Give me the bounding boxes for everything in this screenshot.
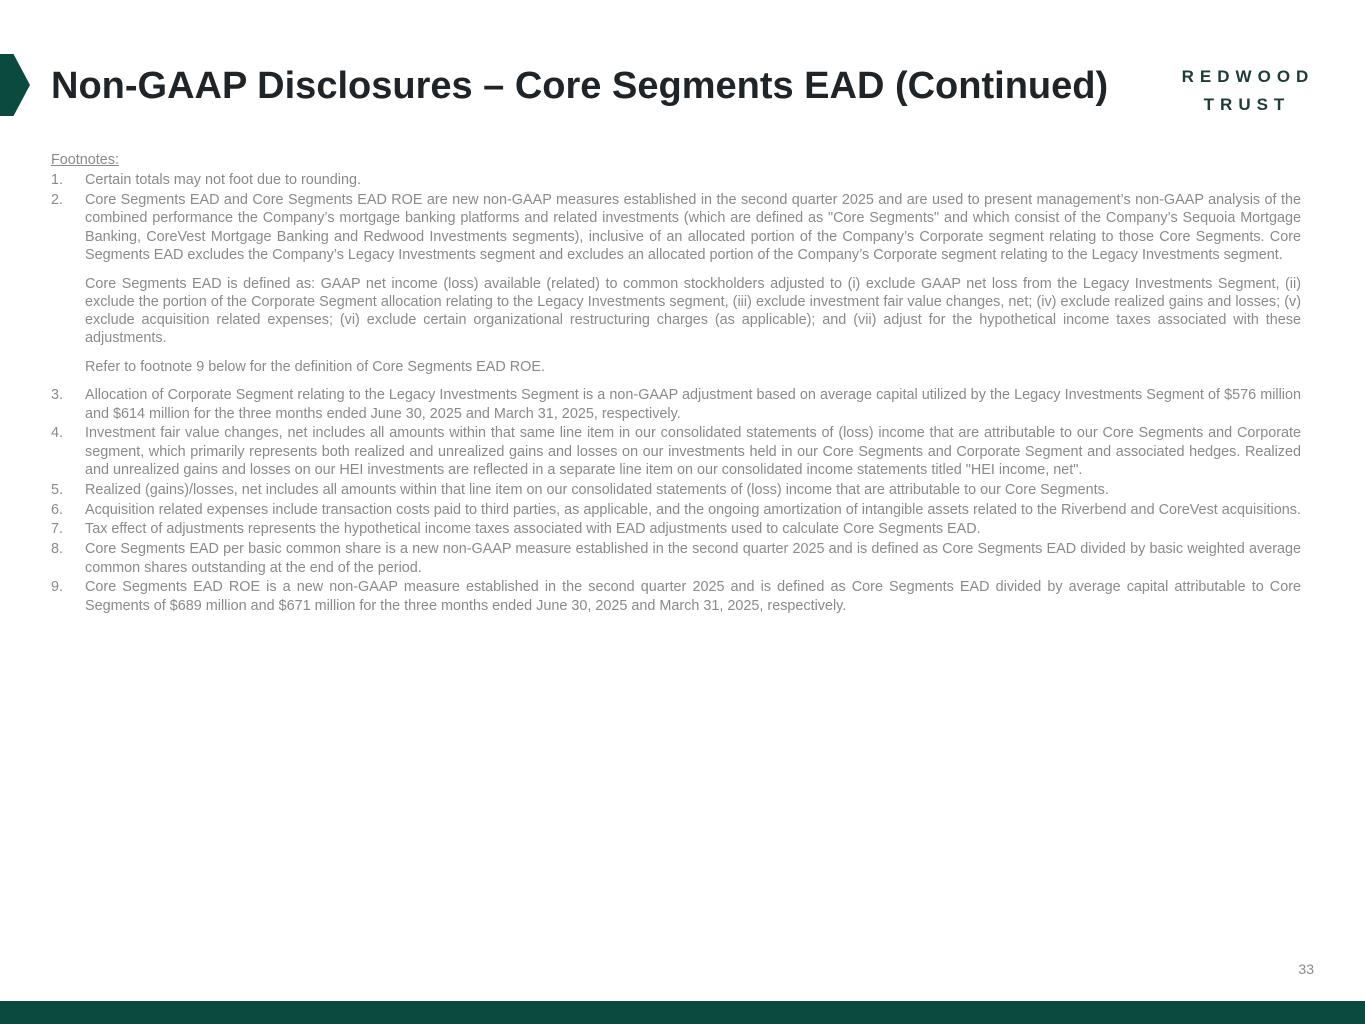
page-title: Non-GAAP Disclosures – Core Segments EAD (Continued) (51, 65, 1109, 107)
footnote-number: 3. (51, 387, 64, 404)
footnote-4 (51, 424, 1301, 479)
footnote-7 (51, 520, 1301, 538)
footnote-paragraph: Refer to footnote 9 below for the definition of Core Segments EAD ROE. (85, 359, 545, 376)
footnote-number: 7. (51, 521, 64, 538)
footnote-text (85, 578, 1301, 615)
logo-line-1: REDWOOD (1181, 67, 1315, 86)
footnote-3 (51, 386, 1301, 423)
footnote-number: 9. (51, 579, 64, 596)
footer-bar (0, 1001, 1365, 1024)
footnote-text (85, 171, 1301, 189)
footnote-6 (51, 501, 1301, 519)
footnotes-heading: Footnotes: (51, 152, 119, 168)
page-number: 33 (1298, 961, 1314, 977)
footnote-text (85, 481, 1301, 499)
footnote-paragraph: Core Segments EAD and Core Segments EAD ROE are new non-GAAP measures established in the second quarter 2025 and are used to present management’s non-GAAP analysis of the combined performance the Company’s mortgage banking platforms and related investments (which are defined as "Core Segments" and which consist of the Company’s Sequoia Mortgage Banking, CoreVest Mortgage Banking and Redwood Investments segments), inclusive of an allocated portion of the Company’s Corporate segment relating to those Core Segments. Core Segments EAD excludes the Company’s Legacy Investments segment and excludes an allocated portion of the Company’s Corporate segment relating to the Legacy Investments segment. (85, 192, 1301, 263)
footnote-paragraph: Allocation of Corporate Segment relating to the Legacy Investments Segment is a non-GAAP adjustment based on average capital utilized by the Legacy Investments Segment of $576 million and $614 million for the three months ended June 30, 2025 and March 31, 2025, respectively. (85, 387, 1301, 422)
footnote-paragraph: Acquisition related expenses include transaction costs paid to third parties, as applicable, and the ongoing amortization of intangible assets related to the Riverbend and CoreVest acquisitions. (85, 501, 1301, 518)
footnote-number: 6. (51, 501, 64, 518)
footnote-paragraph: Core Segments EAD ROE is a new non-GAAP measure established in the second quarter 2025 and is defined as Core Segments EAD divided by average capital attributable to Core Segments of $689 million and $671 million for the three months ended June 30, 2025 and March 31, 2025, respectively. (85, 579, 1301, 614)
footnote-text (85, 386, 1301, 423)
footnote-1 (51, 171, 1301, 189)
footnote-paragraph: Investment fair value changes, net includes all amounts within that same line item in our consolidated statements of (loss) income that are attributable to our Core Segments and Corporate segment, which primarily represents both realized and unrealized gains and losses on our investments held in our Core Segments and Corporate Segment and associated hedges. Realized and unrealized gains and losses on our HEI investments are reflected in a separate line item on our consolidated income statements titled "HEI income, net". (85, 425, 1301, 479)
title-accent-chevron (0, 54, 30, 116)
footnote-text (85, 191, 1301, 376)
footnote-paragraph: Core Segments EAD is defined as: GAAP net income (loss) available (related) to common stockholders adjusted to (i) exclude GAAP net loss from the Legacy Investments Segment, (ii) exclude the portion of the Corporate Segment allocation relating to the Legacy Investments segment, (iii) exclude investment fair value changes, net; (iv) exclude realized gains and losses; (v) exclude acquisition related expenses; (vi) exclude certain organizational restructuring charges (as applicable); and (vii) adjust for the hypothetical income taxes associated with these adjustments. (85, 275, 1301, 347)
footnote-2 (51, 191, 1301, 376)
footnote-number: 2. (51, 192, 64, 209)
footnote-number: 1. (51, 172, 64, 189)
footnote-8 (51, 540, 1301, 577)
footnote-5 (51, 481, 1301, 499)
footnote-number: 5. (51, 481, 64, 498)
footnote-number: 4. (51, 425, 64, 442)
footnote-text (85, 540, 1301, 577)
footnotes-section (51, 151, 1301, 616)
redwood-trust-logo (1176, 63, 1316, 119)
footnote-text (85, 424, 1301, 479)
footnote-paragraph: Realized (gains)/losses, net includes all amounts within that line item on our consolidated statements of (loss) income that are attributable to our Core Segments. (85, 481, 1109, 498)
footnote-paragraph: Core Segments EAD per basic common share is a new non-GAAP measure established in the second quarter 2025 and is defined as Core Segments EAD divided by basic weighted average common shares outstanding at the end of the period. (85, 541, 1301, 576)
footnote-9 (51, 578, 1301, 615)
logo-line-2: TRUST (1203, 95, 1291, 114)
footnote-text (85, 501, 1301, 519)
footnote-text (85, 520, 1301, 538)
footnote-paragraph: Certain totals may not foot due to rounding. (85, 172, 361, 189)
footnote-paragraph: Tax effect of adjustments represents the hypothetical income taxes associated with EAD adjustments used to calculate Core Segments EAD. (85, 521, 981, 538)
footnote-number: 8. (51, 541, 64, 558)
